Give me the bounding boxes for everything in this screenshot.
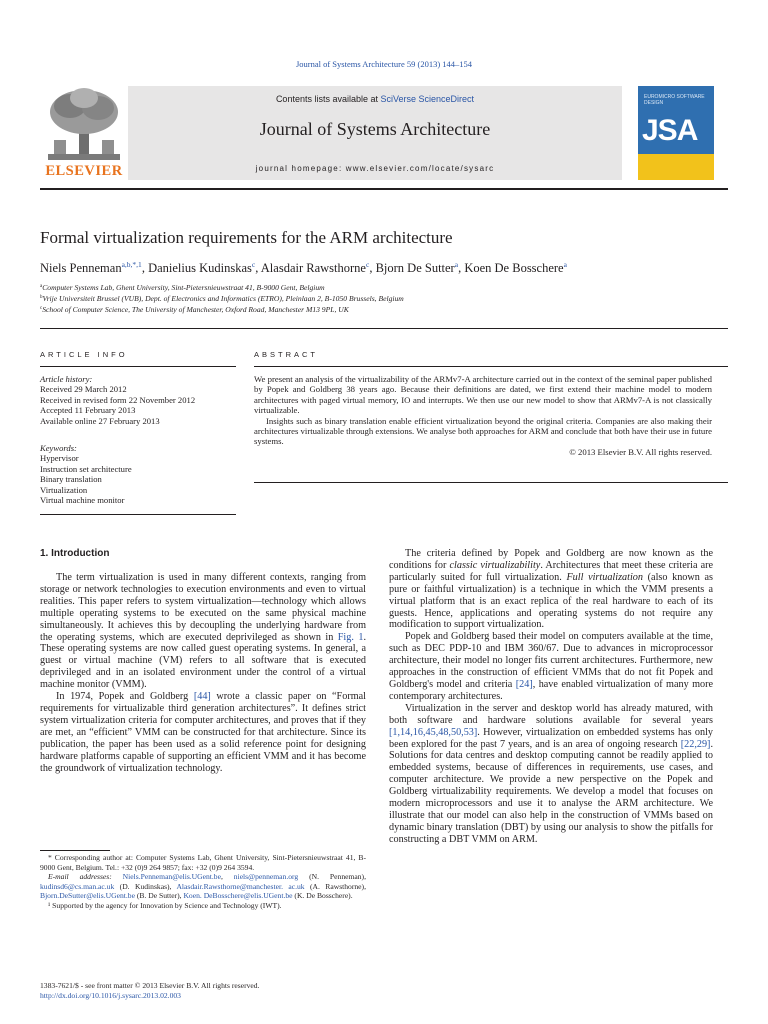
- affiliation-a: [40, 283, 325, 292]
- citation-reference[interactable]: [44]: [193, 691, 211, 703]
- masthead-rule: [40, 188, 728, 190]
- author-affiliation-mark[interactable]: a: [563, 260, 567, 269]
- article-info-heading: ARTICLE INFO: [40, 350, 128, 359]
- article-history: [40, 374, 240, 426]
- emphasis: Full virtualization: [566, 571, 643, 583]
- text-run: (K. De Bosschere).: [292, 891, 353, 901]
- emphasis: classic virtualizability: [449, 559, 541, 571]
- cover-jsa-text: JSA: [642, 114, 698, 147]
- text-run: wrote a classic paper on “Formal requirements for virtualizable third generation architectures”. It defines strict system virtualization criteria for computer architectures, and proves that if they are met, an “efficient” VMM can be constructed for that architecture. Since its publication, the paper has been used as a solid reference point for designing hardware platforms capable of supporting an efficient VMM and it has become the groundwork of virtualization technology.: [40, 691, 366, 774]
- email-link[interactable]: niels@penneman.org: [233, 872, 299, 882]
- keywords-label: Keywords:: [40, 443, 77, 453]
- email-link[interactable]: Bjorn.DeSutter@elis.UGent.be: [40, 891, 135, 901]
- email-link[interactable]: Niels.Penneman@elis.UGent.be: [122, 872, 221, 882]
- abstract-bottom-rule: [254, 482, 728, 483]
- abstract-rule: [254, 366, 728, 367]
- text-run: . However, virtualization on embedded systems has only been explored for the past 7 years, and is an area of ongoing research: [389, 726, 713, 750]
- article-info-bottom-rule: [40, 514, 236, 515]
- author-name: Koen De Bosschere: [464, 261, 564, 275]
- right-column: [389, 548, 713, 846]
- corresponding-author-note: * Corresponding author at: Computer Systems Lab, Ghent University, Sint-Pietersnieuwstraat 41, B-9000 Gent, Belgium. Tel.: +32 (0)9 264 9857; fax: +32 (0)9 264 3594.: [40, 853, 366, 872]
- page-footer: [40, 981, 259, 1002]
- history-label: Article history:: [40, 374, 93, 384]
- journal-title: Journal of Systems Architecture: [259, 119, 491, 139]
- abstract-heading: ABSTRACT: [254, 350, 319, 359]
- history-item: Accepted 11 February 2013: [40, 405, 136, 416]
- text-run: The term virtualization is used in many different contexts, ranging from storage or network technologies to execution environments and even to virtual realities. This paper refers to system virtualization—technology which allows multiple operating systems to be executed on the same physical machine simultaneously. It achieves this by decoupling the underlying hardware from the operating systems, which are executed deprivileged as shown in: [40, 572, 366, 643]
- history-item: Received in revised form 22 November 2012: [40, 394, 196, 405]
- journal-homepage: [128, 164, 622, 173]
- email-link[interactable]: Koen. DeBosschere@elis.UGent.be: [183, 891, 293, 901]
- text-run: (B. De Sutter),: [134, 891, 184, 901]
- abstract-body: [254, 374, 712, 457]
- body-paragraph: [389, 703, 713, 846]
- elsevier-logo[interactable]: [40, 84, 128, 182]
- email-link[interactable]: Alasdair.Rawsthorne@manchester. ac.uk: [176, 881, 305, 891]
- body-paragraph: [40, 691, 366, 774]
- text-run: In 1974, Popek and Goldberg: [56, 691, 194, 703]
- author-name: Alasdair Rawsthorne: [260, 261, 366, 275]
- body-paragraph: [40, 572, 366, 691]
- doi-link[interactable]: http://dx.doi.org/10.1016/j.sysarc.2013.02.003: [40, 991, 181, 1001]
- affiliation-mark: b: [40, 295, 43, 300]
- author-name: Bjorn De Sutter: [375, 261, 455, 275]
- journal-banner: [128, 86, 622, 180]
- author-name: Niels Penneman: [40, 261, 122, 275]
- homepage-url[interactable]: www.elsevier.com/locate/sysarc: [345, 164, 495, 173]
- text-run: (D. Kudinskas),: [114, 881, 177, 891]
- funding-note: ¹ Supported by the agency for Innovation by Science and Technology (IWT).: [48, 900, 282, 910]
- text-run: (A. Rawsthorne),: [304, 881, 366, 891]
- author-affiliation-mark[interactable]: c: [251, 260, 256, 269]
- text-run: The criteria defined by Popek and Goldberg are now known as the conditions for: [389, 548, 713, 571]
- affiliation-b: [40, 294, 404, 303]
- text-run: Virtualization in the server and desktop world has already matured, with both software and hardware solutions available for several years: [389, 702, 713, 726]
- figure-reference[interactable]: Fig. 1: [337, 631, 364, 643]
- history-item: Available online 27 February 2013: [40, 415, 160, 426]
- keyword-item: Binary translation: [40, 474, 102, 485]
- text-run: . These operating systems are now called guest operating systems. In general, a guest or virtual machine (VM) refers to all software that is executed deprivileged and in an isolated environment under the control of a virtual machine monitor (VMM).: [40, 631, 366, 691]
- keyword-item: Hypervisor: [40, 453, 79, 464]
- text-run: Popek and Goldberg based their model on computers available at the time, such as DEC PDP-10 and IBM 360/67. Due to advances in microprocessor architecture, their model no longer fits current architectures. Furthermore, new approaches in the construction of efficient VMMs that do not fit Popek and Goldberg's model and criteria: [389, 631, 713, 690]
- text-run: . Architectures that meet these criteria are particularly suited for full virtualization.: [389, 559, 714, 583]
- text-run: ,: [220, 872, 234, 882]
- email-note: [40, 872, 366, 901]
- copyright-line: © 2013 Elsevier B.V. All rights reserved.: [569, 446, 712, 457]
- affiliation-text: Vrije Universiteit Brussel (VUB), Dept. of Electronics and Informatics (ETRO), Pleinlaan 2, B-1050 Brussels, Belgium: [42, 294, 404, 303]
- elsevier-logo-text: ELSEVIER: [45, 163, 123, 179]
- article-info-rule: [40, 366, 236, 367]
- cover-small-text: EUROMICRO SOFTWARE DESIGN: [644, 94, 705, 106]
- keyword-item: Instruction set architecture: [40, 463, 132, 474]
- citation-reference[interactable]: [1,14,16,45,48,50,53]: [389, 726, 478, 738]
- left-column: [40, 572, 366, 774]
- elsevier-tree-icon: [40, 84, 128, 164]
- journal-masthead: [40, 84, 728, 182]
- footnote-rule: [40, 850, 110, 851]
- email-link[interactable]: kudinsd6@cs.man.ac.uk: [40, 881, 115, 891]
- journal-citation[interactable]: Journal of Systems Architecture 59 (2013) 144–154: [295, 59, 473, 69]
- affiliation-mark: a: [40, 284, 43, 289]
- history-item: Received 29 March 2012: [40, 384, 127, 395]
- header-rule: [40, 328, 728, 329]
- contents-prefix: Contents lists available at: [275, 94, 381, 104]
- text-run: , have enabled virtualization of many more contemporary architectures.: [389, 678, 714, 702]
- author-affiliation-mark[interactable]: c: [365, 260, 370, 269]
- footnotes: [40, 853, 366, 911]
- body-paragraph: [389, 548, 713, 631]
- issn-line: 1383-7621/$ - see front matter © 2013 Elsevier B.V. All rights reserved.: [40, 981, 260, 990]
- email-label: E-mail addresses:: [48, 872, 123, 882]
- section-heading: 1. Introduction: [40, 548, 110, 559]
- keywords-list: [40, 443, 240, 505]
- affiliation-c: [40, 305, 349, 314]
- affiliation-text: School of Computer Science, The University of Manchester, Oxford Road, Manchester M13 9PL, UK: [42, 305, 349, 314]
- abstract-paragraph: Insights such as binary translation enable efficient virtualization beyond the original criteria. Companies are also making their architectures virtualizable through extensions. We analyse both approaches for ARM and conclude that both have their use in future systems.: [254, 415, 712, 447]
- text-run: (N. Penneman),: [298, 872, 366, 882]
- journal-cover[interactable]: [638, 86, 714, 180]
- body-paragraph: [389, 631, 713, 702]
- text-run: . Solutions for data centres and desktop computing cannot be readily applied to embedded systems, because of differences in requirements, use cases, and computer architecture. We provide a new perspective on the Popek and Goldberg virtualizability requirements. We develop a model that focuses on modern microprocessors and use it to analyse the ARM architecture. We illustrate that our model can also help in the construction of VMMs based on dynamic binary translation (DBT) by using our analysis to show the pitfalls for constructing a DBT VMM on ARM.: [389, 738, 713, 845]
- citation-reference[interactable]: [24]: [515, 678, 533, 690]
- cover-bar: [638, 154, 714, 180]
- author-list: Niels Penneman$^{a,b,*,1}$, Danielius Kudinskas$^c$, Alasdair Rawsthorne$^c$, Bjorn De Sutter$^a$, Koen De Bosschere$^a$: [40, 260, 567, 275]
- abstract-paragraph: We present an analysis of the virtualizability of the ARMv7-A architecture carried out in the context of the seminal paper published by Popek and Goldberg 38 years ago. Because their definitions are dated, we first extend their machine model to modern architectures with paged virtual memory, IO and interrupts. We then use our new model to show that ARMv7-A is not classically virtualizable.: [254, 374, 712, 416]
- text-run: (also known as pure or faithful virtualization) is a technique in which the VMM presents a virtual platform that is an exact replica of the real hardware to each of its guests. Hence, applications and operating systems do not require any modification to support virtualization.: [389, 571, 713, 631]
- contents-line: [128, 94, 622, 104]
- keyword-item: Virtual machine monitor: [40, 495, 125, 506]
- homepage-prefix: journal homepage:: [255, 164, 346, 173]
- author-name: Danielius Kudinskas: [148, 261, 252, 275]
- affiliation-mark: c: [40, 306, 43, 311]
- keyword-item: Virtualization: [40, 484, 88, 495]
- citation-reference[interactable]: [22,29]: [680, 738, 711, 750]
- author-affiliation-mark[interactable]: a: [454, 260, 459, 269]
- sciencedirect-link[interactable]: SciVerse ScienceDirect: [380, 94, 475, 104]
- affiliation-text: Computer Systems Lab, Ghent University, Sint-Pietersnieuwstraat 41, B-9000 Gent, Belgium: [42, 283, 325, 292]
- author-affiliation-mark[interactable]: a,b,*,1: [121, 260, 142, 269]
- paper-title: Formal virtualization requirements for the ARM architecture: [40, 228, 453, 247]
